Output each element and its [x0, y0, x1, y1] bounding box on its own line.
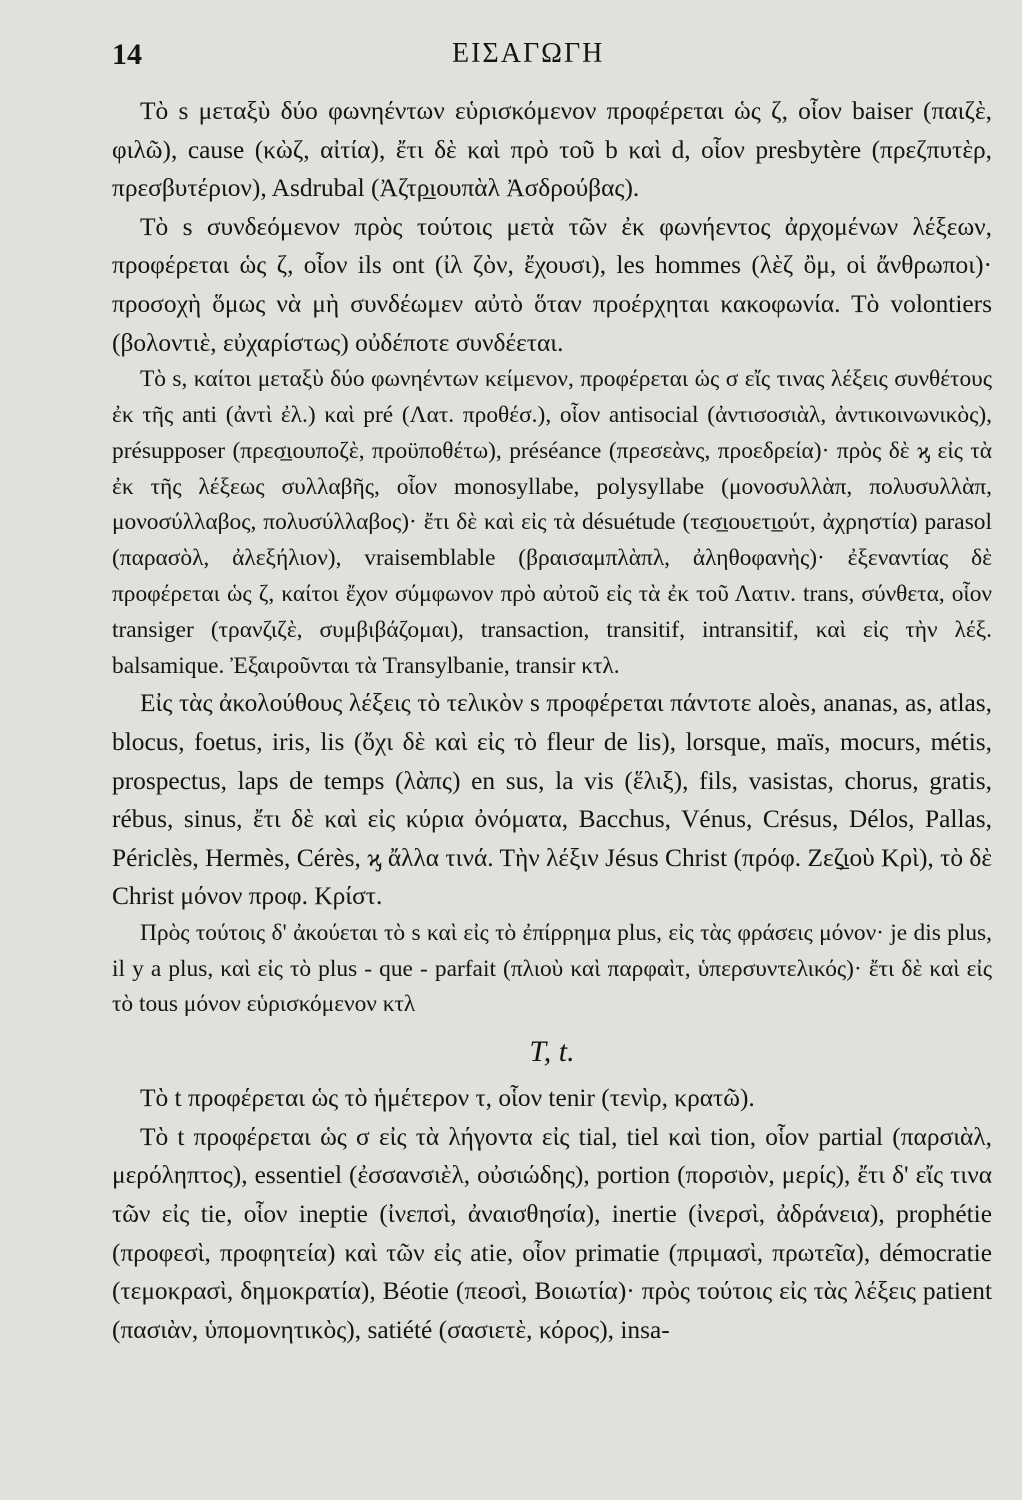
section-heading-t: T, t. [529, 1035, 575, 1069]
paragraph-s-as-sigma: Τὸ s, καίτοι μεταξὺ δύο φωνηέντων κείμενον, προφέρεται ὡς σ εἴς τινας λέξεις συνθέτους ἐκ τῆς anti (ἀντὶ ἐλ.) καὶ pré (Λατ. προθέσ.), οἷον antisocial (ἀντισοσιὰλ, ἀντικοινωνικὸς), présupposer (πρεσ̲ιουποζὲ, προϋποθέτω), préséance (πρεσεὰνς, προεδρεία)· πρὸς δὲ ϗ εἰς τὰ ἐκ τῆς λέξεως συλλαβῆς, οἷον monosyllabe, polysyllabe (μονοσυλλὰπ, πολυσυλλὰπ, μονοσύλλαβος, πολυσύλλαβος)· ἔτι δὲ καὶ εἰς τὰ désuétude (τεσ̲ιουετι̲ούτ, ἀχρηστία) parasol (παρασὸλ, ἀλεξήλιον), vraisemblable (βραισαμπλὰπλ, ἀληθοφανὴς)· ἐξεναντίας δὲ προφέρεται ὡς ζ, καίτοι ἔχον σύμφωνον πρὸ αὐτοῦ εἰς τὰ ἐκ τοῦ Λατιν. trans, σύνθετα, οἷον transiger (τρανζιζὲ, συμβιβάζομαι), transaction, transitif, intransitif, καὶ εἰς τὴν λέξ. balsamique. Ἐξαιροῦνται τὰ Transylbanie, transir κτλ. [112, 366, 992, 679]
running-head: ΕΙΣΑΓΩΓΗ [452, 38, 605, 69]
page-number: 14 [112, 38, 142, 71]
paragraph-final-s: Εἰς τὰς ἀκολούθους λέξεις τὸ τελικὸν s προφέρεται πάντοτε aloès, ananas, as, atlas, blocus, foetus, iris, lis (ὄχι δὲ καὶ εἰς τὸ fleur de lis), lorsque, maïs, mocurs, métis, prospectus, laps de temps (λὰπς) en sus, la vis (ἕλιξ), fils, vasistas, chorus, gratis, rébus, sinus, ἔτι δὲ καὶ εἰς κύρια ὀνόματα, Bacchus, Vénus, Crésus, Délos, Pallas, Périclès, Hermès, Cérès, ϗ ἄλλα τινά. Τὴν λέξιν Jésus Christ (πρόφ. Ζεζ̲ιοὺ Κρὶ), τὸ δὲ Christ μόνον προφ. Κρίστ. [112, 689, 992, 911]
paragraph-t-as-tau: Τὸ t προφέρεται ὡς τὸ ἡμέτερον τ, οἷον tenir (τενὶρ, κρατῶ). [140, 1084, 755, 1113]
paragraph-s-plus: Πρὸς τούτοις δ' ἀκούεται τὸ s καὶ εἰς τὸ ἐπίρρημα plus, εἰς τὰς φράσεις μόνον· je dis plus, il y a plus, καὶ εἰς τὸ plus - que - parfait (πλιοὺ καὶ παρφαὶτ, ὑπερσυντελικός)· ἔτι δὲ καὶ εἰς τὸ tous μόνον εὑρισκόμενον κτλ [112, 919, 992, 1018]
paragraph-t-as-sigma: Τὸ t προφέρεται ὡς σ εἰς τὰ λήγοντα εἰς tial, tiel καὶ tion, οἷον partial (παρσιὰλ, μερόληπτος), essentiel (ἐσσανσιὲλ, οὐσιώδης), portion (πορσιὸν, μερίς), ἔτι δ' εἴς τινα τῶν εἰς tie, οἷον ineptie (ἰνεπσὶ, ἀναισθησία), inertie (ἰνερσὶ, ἀδράνεια), prophétie (προφεσὶ, προφητεία) καὶ τῶν εἰς atie, οἷον primatie (πριμασὶ, πρωτεῖα), démocratie (τεμοκρασὶ, δημοκρατία), Béotie (πεοσὶ, Βοιωτία)· πρὸς τούτοις εἰς τὰς λέξεις patient (πασιὰν, ὑπομονητικὸς), satiété (σασιετὲ, κόρος), insa- [112, 1122, 992, 1344]
page-body [112, 92, 992, 1349]
paragraph-s-liaison: Τὸ s συνδεόμενον πρὸς τούτοις μετὰ τῶν ἐκ φωνήεντος ἀρχομένων λέξεων, προφέρεται ὡς ζ, οἷον ils ont (ἰλ ζὸν, ἔχουσι), les hommes (λὲζ ὂμ, οἱ ἄνθρωποι)· προσοχὴ ὅμως νὰ μὴ συνδέωμεν αὐτὸ ὅταν προέρχηται κακοφωνία. Τὸ volontiers (βολοντιὲ, εὐχαρίστως) οὐδέποτε συνδέεται. [112, 212, 992, 357]
page-header [112, 32, 992, 80]
paragraph-s-between-vowels: Τὸ s μεταξὺ δύο φωνηέντων εὑρισκόμενον προφέρεται ὡς ζ, οἷον baiser (παιζὲ, φιλῶ), cause (κὼζ, αἰτία), ἔτι δὲ καὶ πρὸ τοῦ b καὶ d, οἷον presbytère (πρεζπυτὲρ, πρεσβυτέριον), Asdrubal (Ἀζτρ̲ιουπὰλ Ἀσδρούβας). [112, 97, 992, 203]
